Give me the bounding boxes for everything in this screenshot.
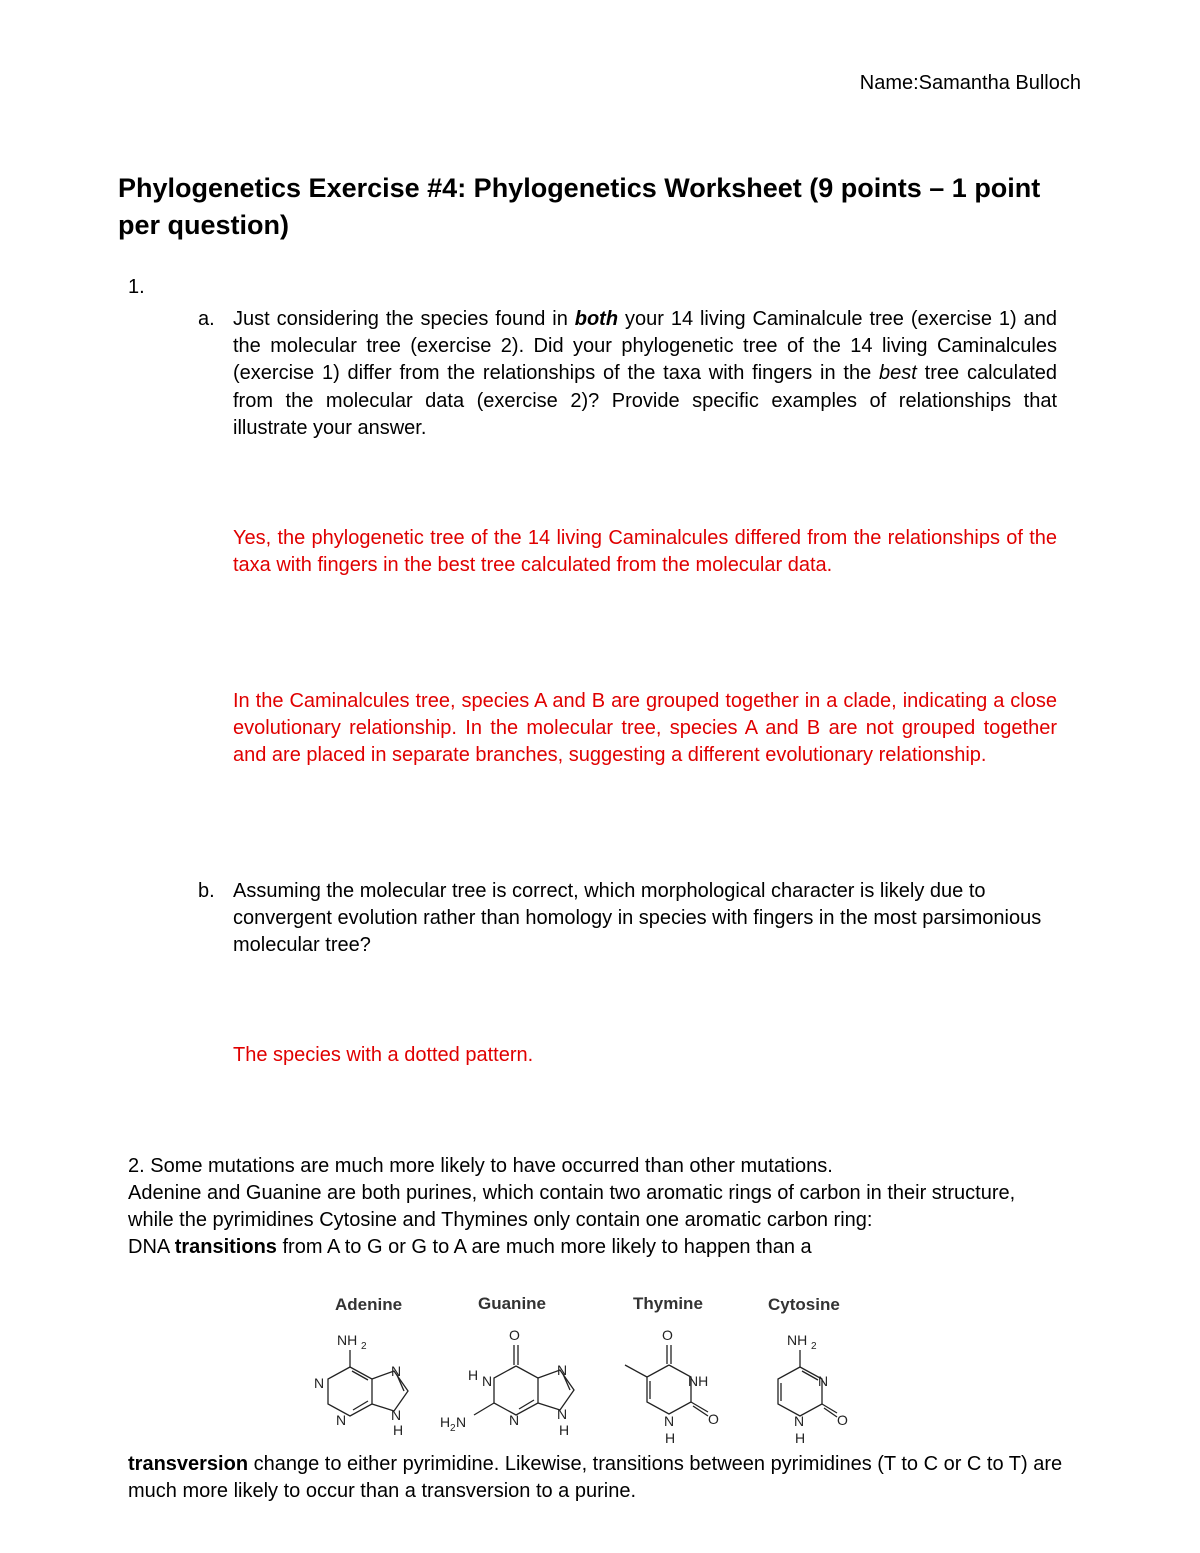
svg-text:H: H bbox=[468, 1367, 479, 1383]
question-1a-text: Just considering the species found in bbox=[233, 308, 575, 330]
question-2-continuation: transversion change to either pyrimidine. Likewise, transitions between pyrimidines (T to C or C to T) are much more likely to occur than a transversion to a purine. bbox=[128, 1453, 1063, 1502]
svg-text:N: N bbox=[664, 1413, 675, 1429]
svg-text:H: H bbox=[559, 1422, 570, 1438]
svg-text:N: N bbox=[456, 1414, 467, 1430]
svg-text:N: N bbox=[391, 1363, 402, 1379]
svg-text:N: N bbox=[391, 1407, 402, 1423]
guanine-structure bbox=[440, 1327, 574, 1438]
answer-1b: The species with a dotted pattern. bbox=[233, 1044, 534, 1066]
svg-text:O: O bbox=[509, 1327, 520, 1343]
svg-text:2: 2 bbox=[361, 1341, 367, 1352]
item-b-letter: b. bbox=[198, 880, 215, 902]
transitions-term: transitions bbox=[174, 1236, 277, 1258]
svg-text:N: N bbox=[314, 1375, 325, 1391]
svg-text:2: 2 bbox=[811, 1341, 817, 1352]
page-title: Phylogenetics Exercise #4: Phylogenetics Worksheet (9 points – 1 point per question) bbox=[118, 173, 1041, 240]
svg-text:NH: NH bbox=[337, 1332, 358, 1348]
answer-1a-part1: Yes, the phylogenetic tree of the 14 living Caminalcules differed from the relationships of the taxa with fingers in the best tree calculated from the molecular data. bbox=[233, 527, 1057, 577]
svg-text:O: O bbox=[708, 1411, 719, 1427]
svg-text:N: N bbox=[557, 1362, 568, 1378]
answer-1a-part2: In the Caminalcules tree, species A and B are grouped together in a clade, indicating a close evolutionary relationship. In the molecular tree, species A and B are not grouped together and are placed in separate branches, suggesting a different evolutionary relationship. bbox=[233, 690, 1057, 767]
svg-text:NH: NH bbox=[688, 1373, 709, 1389]
svg-text:H: H bbox=[393, 1422, 404, 1438]
question-2 bbox=[128, 1153, 1048, 1261]
transversion-term: transversion bbox=[128, 1453, 249, 1475]
svg-text:O: O bbox=[837, 1412, 848, 1428]
svg-text:2: 2 bbox=[450, 1423, 456, 1434]
cytosine-structure bbox=[778, 1332, 848, 1446]
student-name: Name:Samantha Bulloch bbox=[859, 72, 1081, 94]
question-1a-text-end: tree calculated from the molecular data (exercise 2)? Provide specific examples of relationships that illustrate your answer. bbox=[233, 362, 1058, 439]
svg-text:H: H bbox=[665, 1430, 676, 1446]
svg-text:N: N bbox=[336, 1412, 347, 1428]
nucleobase-structures-figure bbox=[290, 1290, 890, 1455]
question-2-line3: DNA transitions from A to G or G to A are much more likely to happen than a bbox=[128, 1236, 812, 1258]
question-1a-text-mid: your 14 living Caminalcule tree (exercise 1) and the molecular tree (exercise 2). Did your phylogenetic tree of the 14 living Caminalcules (exercise 1) differ from the relationships of the taxa with fingers in the bbox=[233, 308, 1057, 385]
question-1a bbox=[233, 306, 1057, 442]
svg-text:N: N bbox=[818, 1373, 829, 1389]
thymine-structure bbox=[625, 1327, 719, 1446]
item-a-letter: a. bbox=[198, 308, 215, 330]
svg-text:H: H bbox=[440, 1414, 451, 1430]
question-2-line2: Adenine and Guanine are both purines, which contain two aromatic rings of carbon in their structure, while the pyrimidines Cytosine and Thymines only contain one aromatic carbon ring: bbox=[128, 1182, 1016, 1231]
question-1-number: 1. bbox=[128, 276, 145, 298]
svg-text:N: N bbox=[482, 1373, 493, 1389]
svg-text:N: N bbox=[794, 1413, 805, 1429]
thymine-title: Thymine bbox=[633, 1294, 703, 1313]
question-1a-italic: best bbox=[879, 362, 917, 385]
adenine-structure bbox=[314, 1332, 408, 1438]
question-1a-emphasis: both bbox=[574, 308, 619, 330]
cytosine-title: Cytosine bbox=[768, 1295, 840, 1314]
adenine-title: Adenine bbox=[335, 1295, 403, 1314]
question-2-line1: 2. Some mutations are much more likely to have occurred than other mutations. bbox=[128, 1155, 833, 1177]
svg-text:N: N bbox=[557, 1406, 568, 1422]
svg-text:O: O bbox=[662, 1327, 673, 1343]
svg-text:H: H bbox=[795, 1430, 806, 1446]
question-1b: Assuming the molecular tree is correct, which morphological character is likely due to convergent evolution rather than homology in species with fingers in the most parsimonious molecular tree? bbox=[233, 880, 1042, 957]
svg-text:NH: NH bbox=[787, 1332, 808, 1348]
guanine-title: Guanine bbox=[478, 1294, 547, 1313]
svg-text:N: N bbox=[509, 1412, 520, 1428]
